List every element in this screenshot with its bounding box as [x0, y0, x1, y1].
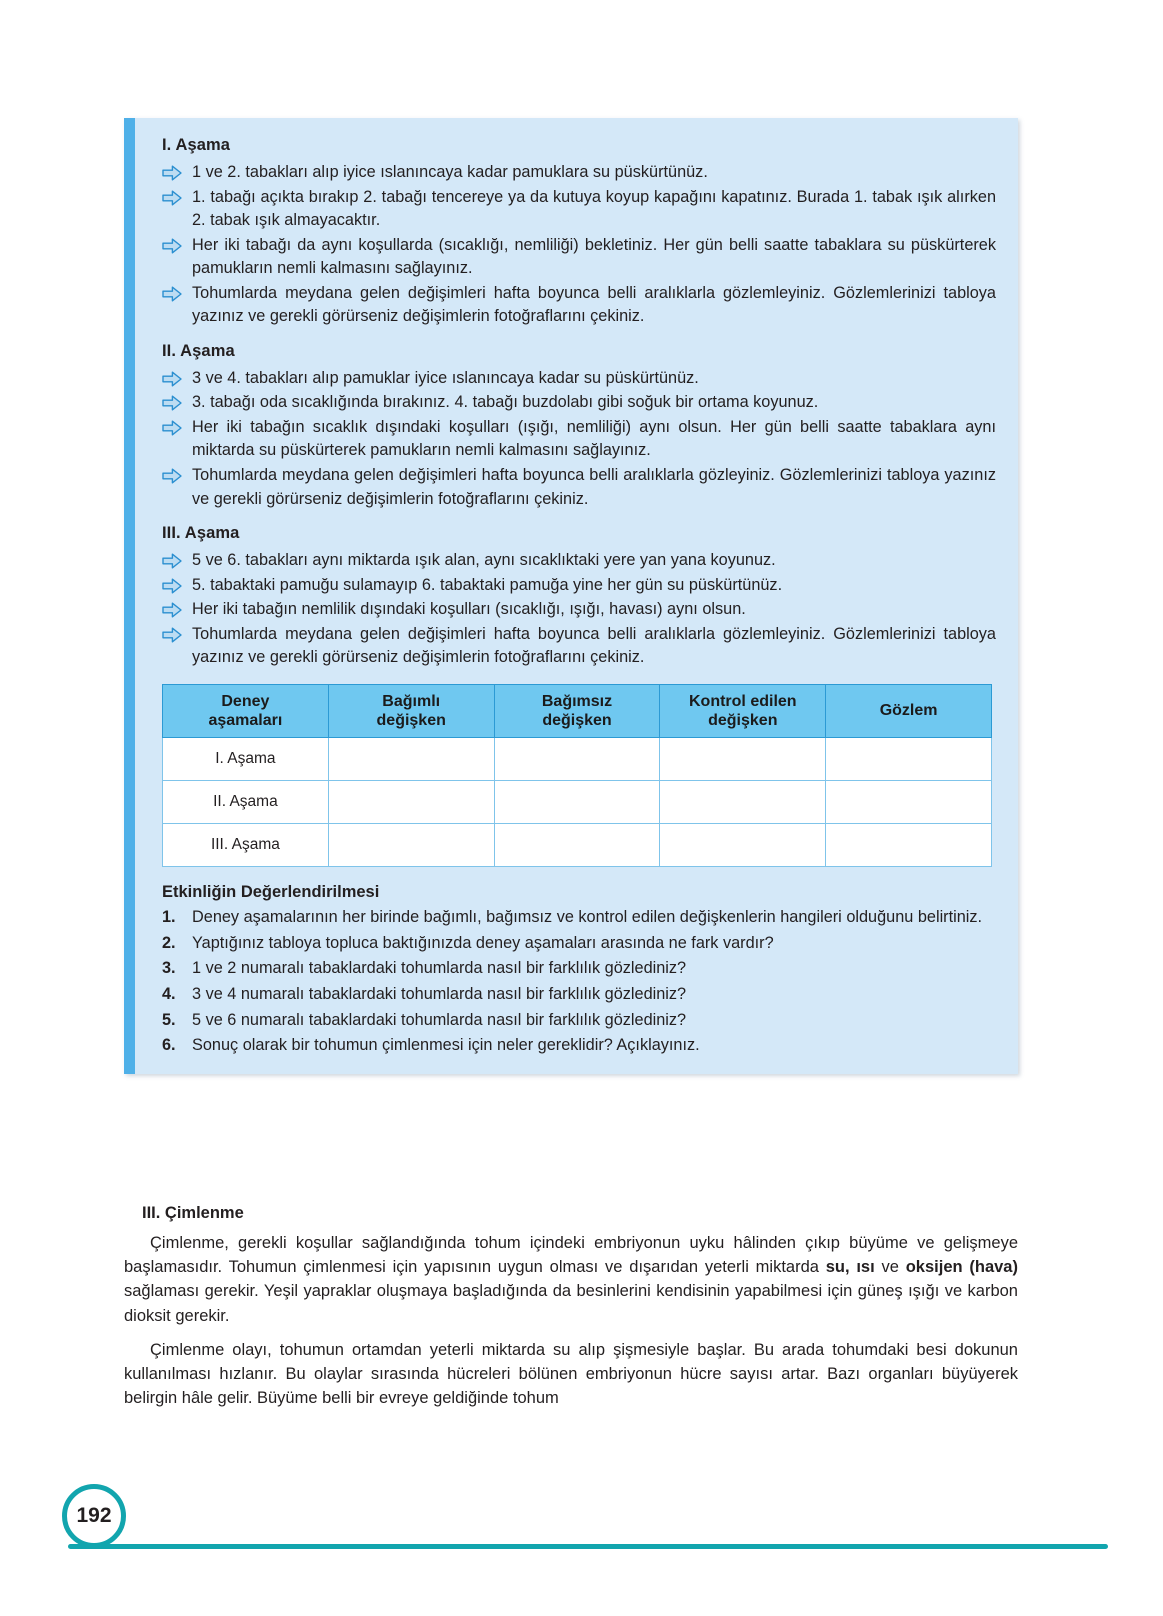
evaluation-questions [162, 906, 996, 1058]
list-item [162, 416, 996, 463]
paragraph-1 [124, 1231, 1018, 1328]
list-item-text: 5. tabaktaki pamuğu sulamayıp 6. tabaktaki pamuğa yine her gün su püskürtünüz. [192, 575, 783, 594]
list-item-text: Tohumlarda meydana gelen değişimleri hafta boyunca belli aralıklarla gözleyiniz. Gözlemlerinizi tabloya yazınız ve gerekli görürseniz değişimlerin fotoğraflarını çekiniz. [192, 466, 996, 508]
cell-kontrol[interactable] [660, 781, 826, 824]
question-text: Yaptığınız tabloya topluca baktığınızda deney aşamaları arasında ne fark vardır? [192, 933, 774, 952]
question-number: 5. [162, 1010, 176, 1029]
table-header-row [163, 684, 992, 737]
arrow-right-icon [162, 371, 182, 387]
question-text: 3 ve 4 numaralı tabaklardaki tohumlarda nasıl bir farklılık gözlediniz? [192, 985, 687, 1004]
cell-bagimli[interactable] [328, 738, 494, 781]
paragraph-1-part-2: ve [874, 1258, 906, 1277]
stage-title-1: I. Aşama [162, 136, 231, 154]
paragraph-1-part-1: Çimlenme, gerekli koşullar sağlandığında tohum içindeki embriyonun uyku hâlinden çıkıp büyüme ve gelişmeye başlamasıdır. Tohumun çimlenmesi için yapısının uygun olması ve dışarıdan yeterli miktarda [124, 1234, 1018, 1277]
list-item [162, 161, 996, 185]
section-cimlenme [124, 1204, 1018, 1420]
cell-bagimsiz[interactable] [494, 738, 660, 781]
list-item [162, 906, 996, 930]
header-line2: değişken [708, 712, 778, 730]
list-item-text: Tohumlarda meydana gelen değişimleri hafta boyunca belli aralıklarla gözlemleyiniz. Gözlemlerinizi tabloya yazınız ve gerekli görürseniz değişimlerin fotoğraflarını çekiniz. [192, 283, 996, 326]
arrow-right-icon [162, 627, 182, 643]
arrow-right-icon [162, 578, 182, 594]
list-item [162, 932, 996, 956]
paragraph-1-bold-1: su, ısı [825, 1258, 875, 1277]
footer-divider [68, 1544, 1108, 1549]
table-row [163, 781, 992, 824]
stage-title-3: III. Aşama [162, 524, 240, 543]
arrow-right-icon [162, 602, 182, 618]
activity-box [124, 118, 1018, 1074]
list-item [162, 367, 996, 391]
list-item [162, 464, 996, 511]
arrow-right-icon [162, 190, 182, 206]
list-item-text: 1 ve 2. tabakları alıp iyice ıslanıncaya kadar pamuklara su püskürtünüz. [192, 163, 708, 181]
arrow-right-icon [162, 238, 182, 254]
list-item [162, 549, 996, 573]
table-header-cell-2 [494, 684, 660, 737]
list-item [162, 186, 996, 233]
arrow-right-icon [162, 165, 182, 181]
cell-gozlem[interactable] [826, 738, 992, 781]
question-text: Sonuç olarak bir tohumun çimlenmesi için neler gereklidir? Açıklayınız. [192, 1036, 700, 1055]
question-number: 3. [162, 959, 176, 978]
question-text: 5 ve 6 numaralı tabaklardaki tohumlarda nasıl bir farklılık gözlediniz? [192, 1010, 687, 1029]
stage-steps-1 [162, 161, 996, 329]
header-line1: Deney [221, 692, 270, 710]
header-line2: aşamaları [208, 712, 283, 730]
row-label: III. Aşama [163, 824, 329, 867]
header-line2: değişken [542, 712, 612, 730]
question-number: 6. [162, 1036, 176, 1055]
cell-kontrol[interactable] [660, 738, 826, 781]
table-header-cell-3 [660, 684, 826, 737]
cell-bagimsiz[interactable] [494, 781, 660, 824]
list-item-text: Her iki tabağı da aynı koşullarda (sıcaklığı, nemliliği) bekletiniz. Her gün belli saatte tabaklara su püskürterek pamukların nemli kalmasını sağlayınız. [192, 235, 996, 278]
question-number: 4. [162, 985, 176, 1004]
stage-steps-2 [162, 367, 996, 511]
row-label: I. Aşama [163, 738, 329, 781]
header-line1: Bağımsız [541, 692, 613, 710]
header-line1: Gözlem [879, 702, 938, 720]
list-item [162, 598, 996, 622]
list-item [162, 1009, 996, 1033]
list-item [162, 1034, 996, 1058]
paragraph-2: Çimlenme olayı, tohumun ortamdan yeterli miktarda su alıp şişmesiyle başlar. Bu arada tohumdaki besi dokunun kullanılması hızlanır. Bu olaylar sırasında hücreleri bölünen embriyonun hücre sayısı artar. Bazı organları büyüyerek belirgin hâle gelir. Büyüme belli bir evreye geldiğinde tohum [124, 1340, 1018, 1408]
header-line2: değişken [376, 712, 446, 730]
list-item [162, 391, 996, 415]
arrow-right-icon [162, 286, 182, 302]
list-item-text: Tohumlarda meydana gelen değişimleri hafta boyunca belli aralıklarla gözlemleyiniz. Gözlemlerinizi tabloya yazınız ve gerekli görürseniz değişimlerin fotoğraflarını çekiniz. [192, 624, 996, 667]
table-row [163, 738, 992, 781]
question-text: Deney aşamalarının her birinde bağımlı, bağımsız ve kontrol edilen değişkenlerin hangileri olduğunu belirtiniz. [192, 908, 983, 927]
evaluation-title: Etkinliğin Değerlendirilmesi [162, 883, 380, 902]
header-line1: Kontrol edilen [689, 692, 797, 710]
question-number: 2. [162, 933, 176, 952]
arrow-right-icon [162, 420, 182, 436]
list-item [162, 574, 996, 598]
list-item [162, 983, 996, 1007]
list-item-text: 3 ve 4. tabakları alıp pamuklar iyice ıslanıncaya kadar su püskürtünüz. [192, 368, 699, 387]
arrow-right-icon [162, 395, 182, 411]
list-item-text: 3. tabağı oda sıcaklığında bırakınız. 4. tabağı buzdolabı gibi soğuk bir ortama koyunuz. [192, 393, 819, 412]
arrow-right-icon [162, 468, 182, 484]
table-header-cell-0 [163, 684, 329, 737]
cell-gozlem[interactable] [826, 824, 992, 867]
paragraph-1-bold-2: oksijen (hava) [905, 1258, 1018, 1277]
stage-steps-3 [162, 549, 996, 670]
header-line1: Bağımlı [382, 692, 441, 710]
list-item-text: 5 ve 6. tabakları aynı miktarda ışık alan, aynı sıcaklıktaki yere yan yana koyunuz. [192, 551, 776, 570]
deney-table [162, 684, 992, 867]
list-item [162, 234, 996, 281]
page-number-badge: 192 [62, 1484, 126, 1548]
question-number: 1. [162, 908, 176, 927]
paragraph-1-part-3: sağlaması gerekir. Yeşil yapraklar oluşmaya başladığında da besinlerini kendisinin yapabilmesi için güneş ışığı ve karbon dioksit gerekir. [124, 1282, 1018, 1325]
cell-bagimsiz[interactable] [494, 824, 660, 867]
question-text: 1 ve 2 numaralı tabaklardaki tohumlarda nasıl bir farklılık gözlediniz? [192, 959, 687, 978]
list-item-text: 1. tabağı açıkta bırakıp 2. tabağı tencereye ya da kutuya koyup kapağını kapatınız. Burada 1. tabak ışık alırken 2. tabak ışık almayacaktır. [192, 187, 996, 230]
cell-bagimli[interactable] [328, 781, 494, 824]
arrow-right-icon [162, 553, 182, 569]
cell-gozlem[interactable] [826, 781, 992, 824]
stage-title-2: II. Aşama [162, 341, 235, 360]
list-item-text: Her iki tabağın nemlilik dışındaki koşulları (sıcaklığı, ışığı, havası) aynı olsun. [192, 600, 746, 619]
cell-bagimli[interactable] [328, 824, 494, 867]
list-item-text: Her iki tabağın sıcaklık dışındaki koşulları (ışığı, nemliliği) aynı olsun. Her gün belli saatte tabaklara aynı miktarda su püskürterek pamukların nemli kalmasını sağlayınız. [192, 417, 996, 460]
list-item [162, 282, 996, 329]
table-header-cell-1 [328, 684, 494, 737]
page-title: III. Çimlenme [142, 1204, 244, 1222]
list-item [162, 623, 996, 670]
row-label: II. Aşama [163, 781, 329, 824]
cell-kontrol[interactable] [660, 824, 826, 867]
table-row [163, 824, 992, 867]
table-header-cell-4 [826, 684, 992, 737]
list-item [162, 957, 996, 981]
